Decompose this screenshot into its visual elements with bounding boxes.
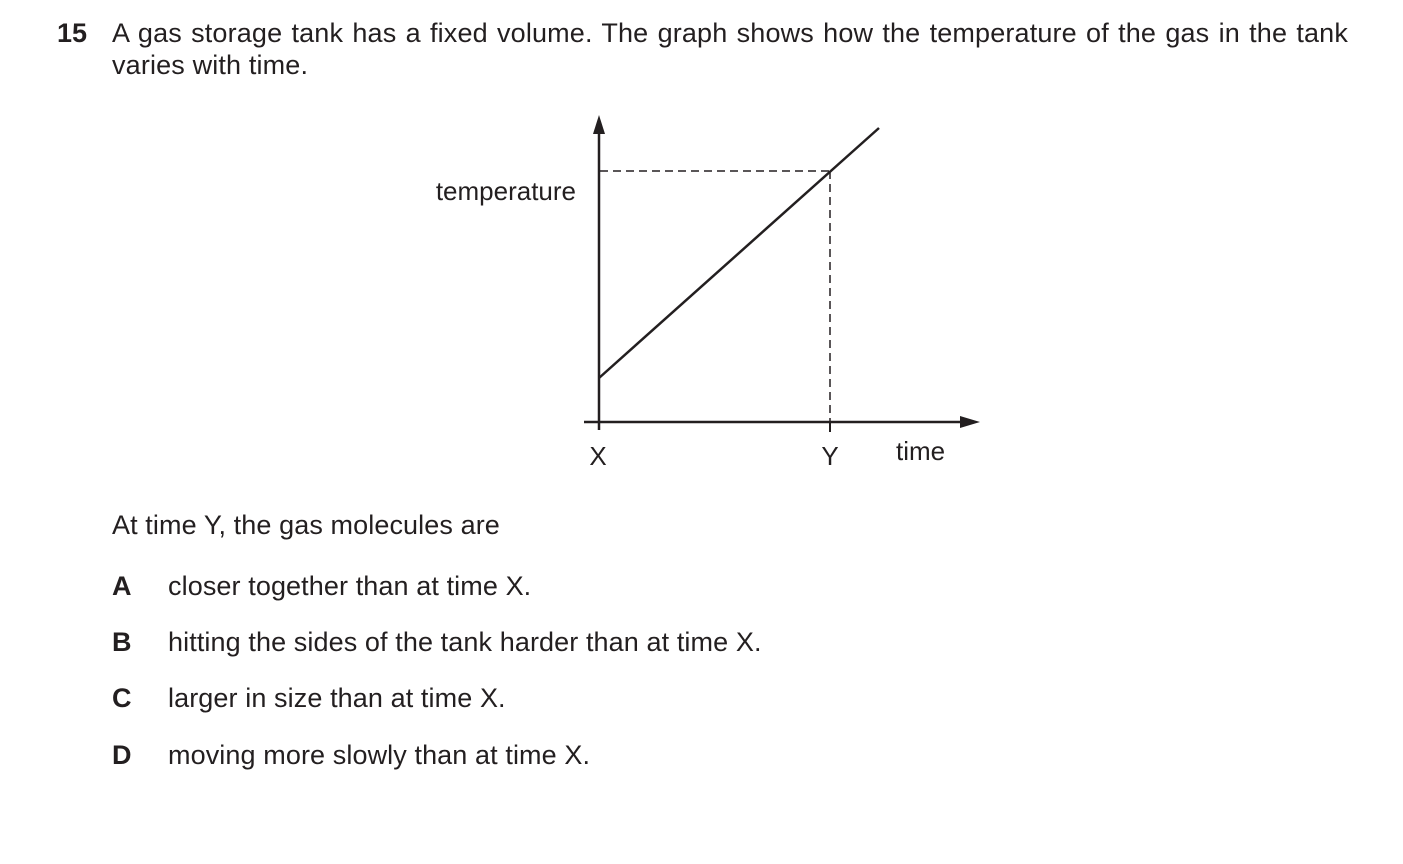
option-letter: A	[112, 571, 132, 601]
option-text: larger in size than at time X.	[168, 683, 506, 713]
option-text: moving more slowly than at time X.	[168, 740, 591, 770]
option-letter: D	[112, 740, 132, 770]
y-axis-arrowhead	[593, 115, 605, 134]
option-letter: B	[112, 627, 132, 657]
question-stem: A gas storage tank has a fixed volume. The graph shows how the temperature of the gas in the tank varies with time.	[112, 18, 1348, 80]
option-text: closer together than at time X.	[168, 571, 532, 601]
question-prompt: At time Y, the gas molecules are	[112, 510, 500, 540]
x-mark-label: X	[589, 441, 607, 471]
option-text: hitting the sides of the tank harder than at time X.	[168, 627, 762, 657]
x-axis-arrowhead	[960, 416, 980, 428]
y-mark-label: Y	[821, 441, 839, 471]
question-number: 15	[57, 18, 88, 48]
temperature-line	[599, 128, 879, 378]
option-letter: C	[112, 683, 132, 713]
y-axis-label: temperature	[435, 176, 576, 206]
x-axis-label: time	[896, 436, 946, 466]
